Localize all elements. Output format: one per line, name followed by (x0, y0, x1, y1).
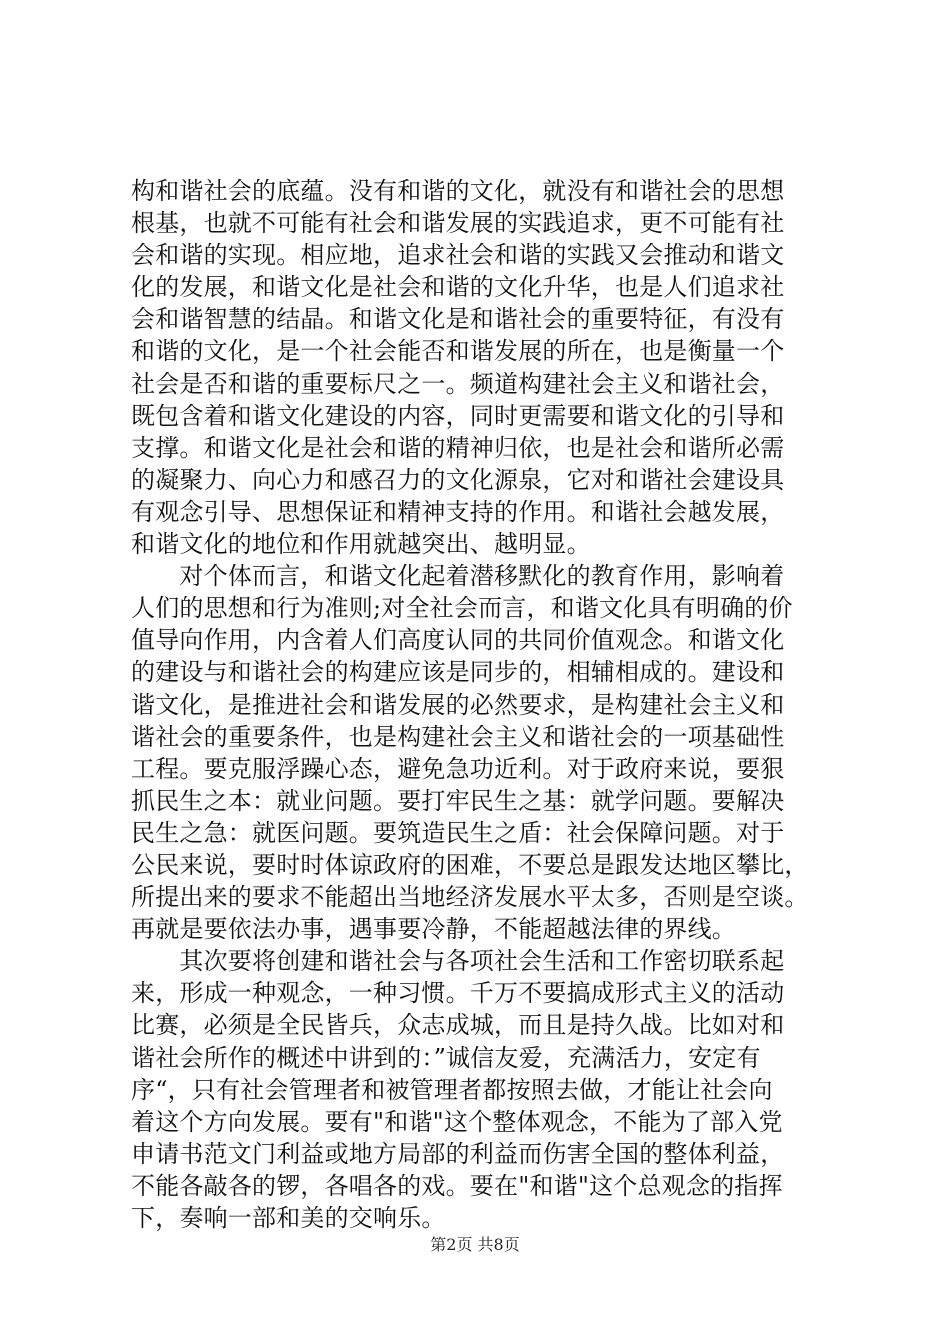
text-line: 支撑。和谐文化是社会和谐的精神归依，也是社会和谐所必需 (131, 433, 785, 462)
text-line: 人们的思想和行为准则;对全社会而言，和谐文化具有明确的价 (131, 594, 793, 623)
page-footer: 第2页 共8页 (430, 1235, 520, 1254)
text-line: 着这个方向发展。要有"和谐"这个整体观念，不能为了部入党 (131, 1107, 783, 1136)
text-line: 所提出来的要求不能超出当地经济发展水平太多，否则是空谈。 (131, 883, 809, 912)
text-line: 谐社会的重要条件，也是构建社会主义和谐社会的一项基础性 (131, 722, 785, 751)
text-line: 会和谐智慧的结晶。和谐文化是和谐社会的重要特征，有没有 (131, 305, 785, 334)
text-line: 根基，也就不可能有社会和谐发展的实践追求，更不可能有社 (131, 209, 785, 238)
text-line: 下，奏响一部和美的交响乐。 (131, 1204, 446, 1232)
text-line: 其次要将创建和谐社会与各项社会生活和工作密切联系起 (131, 947, 785, 976)
text-line: 工程。要克服浮躁心态，避免急功近利。对于政府来说，要狠 (131, 754, 785, 783)
text-line: 和谐文化的地位和作用就越突出、越明显。 (131, 530, 591, 559)
text-line: 既包含着和谐文化建设的内容，同时更需要和谐文化的引导和 (131, 401, 785, 430)
text-line: 比赛，必须是全民皆兵，众志成城，而且是持久战。比如对和 (131, 1011, 785, 1040)
text-line: 会和谐的实现。相应地，追求社会和谐的实践又会推动和谐文 (131, 241, 785, 270)
text-line: 社会是否和谐的重要标尺之一。频道构建社会主义和谐社会， (131, 369, 785, 398)
text-line: 抓民生之本：就业问题。要打牢民生之基：就学问题。要解决 (131, 786, 785, 815)
text-line: 谐社会所作的概述中讲到的：”诚信友爱，充满活力，安定有 (131, 1043, 761, 1072)
text-line: 和谐的文化，是一个社会能否和谐发展的所在，也是衡量一个 (131, 337, 785, 366)
text-line: 的建设与和谐社会的构建应该是同步的，相辅相成的。建设和 (131, 658, 785, 687)
text-line: 公民来说，要时时体谅政府的困难，不要总是跟发达地区攀比， (131, 850, 809, 879)
text-line: 谐文化，是推进社会和谐发展的必然要求，是构建社会主义和 (131, 690, 785, 719)
text-line: 构和谐社会的底蕴。没有和谐的文化，就没有和谐社会的思想 (131, 177, 785, 205)
text-line: 化的发展，和谐文化是社会和谐的文化升华，也是人们追求社 (131, 273, 785, 302)
document-body (131, 175, 831, 1234)
text-line: 申请书范文门利益或地方局部的利益而伤害全国的整体利益， (131, 1139, 785, 1168)
text-line: 值导向作用，内含着人们高度认同的共同价值观念。和谐文化 (131, 626, 785, 655)
text-line: 有观念引导、思想保证和精神支持的作用。和谐社会越发展， (131, 497, 785, 526)
text-line: 对个体而言，和谐文化起着潜移默化的教育作用，影响着 (131, 562, 785, 591)
text-line: 民生之急：就医问题。要筑造民生之盾：社会保障问题。对于 (131, 818, 785, 847)
text-line: 的凝聚力、向心力和感召力的文化源泉，它对和谐社会建设具 (131, 465, 785, 494)
text-line: 不能各敲各的锣，各唱各的戏。要在"和谐"这个总观念的指挥 (131, 1171, 783, 1200)
text-line: 再就是要依法办事，遇事要冷静，不能超越法律的界线。 (131, 915, 736, 944)
text-line: 序“，只有社会管理者和被管理者都按照去做，才能让社会向 (131, 1075, 773, 1104)
text-line: 来，形成一种观念，一种习惯。千万不要搞成形式主义的活动 (131, 979, 785, 1008)
